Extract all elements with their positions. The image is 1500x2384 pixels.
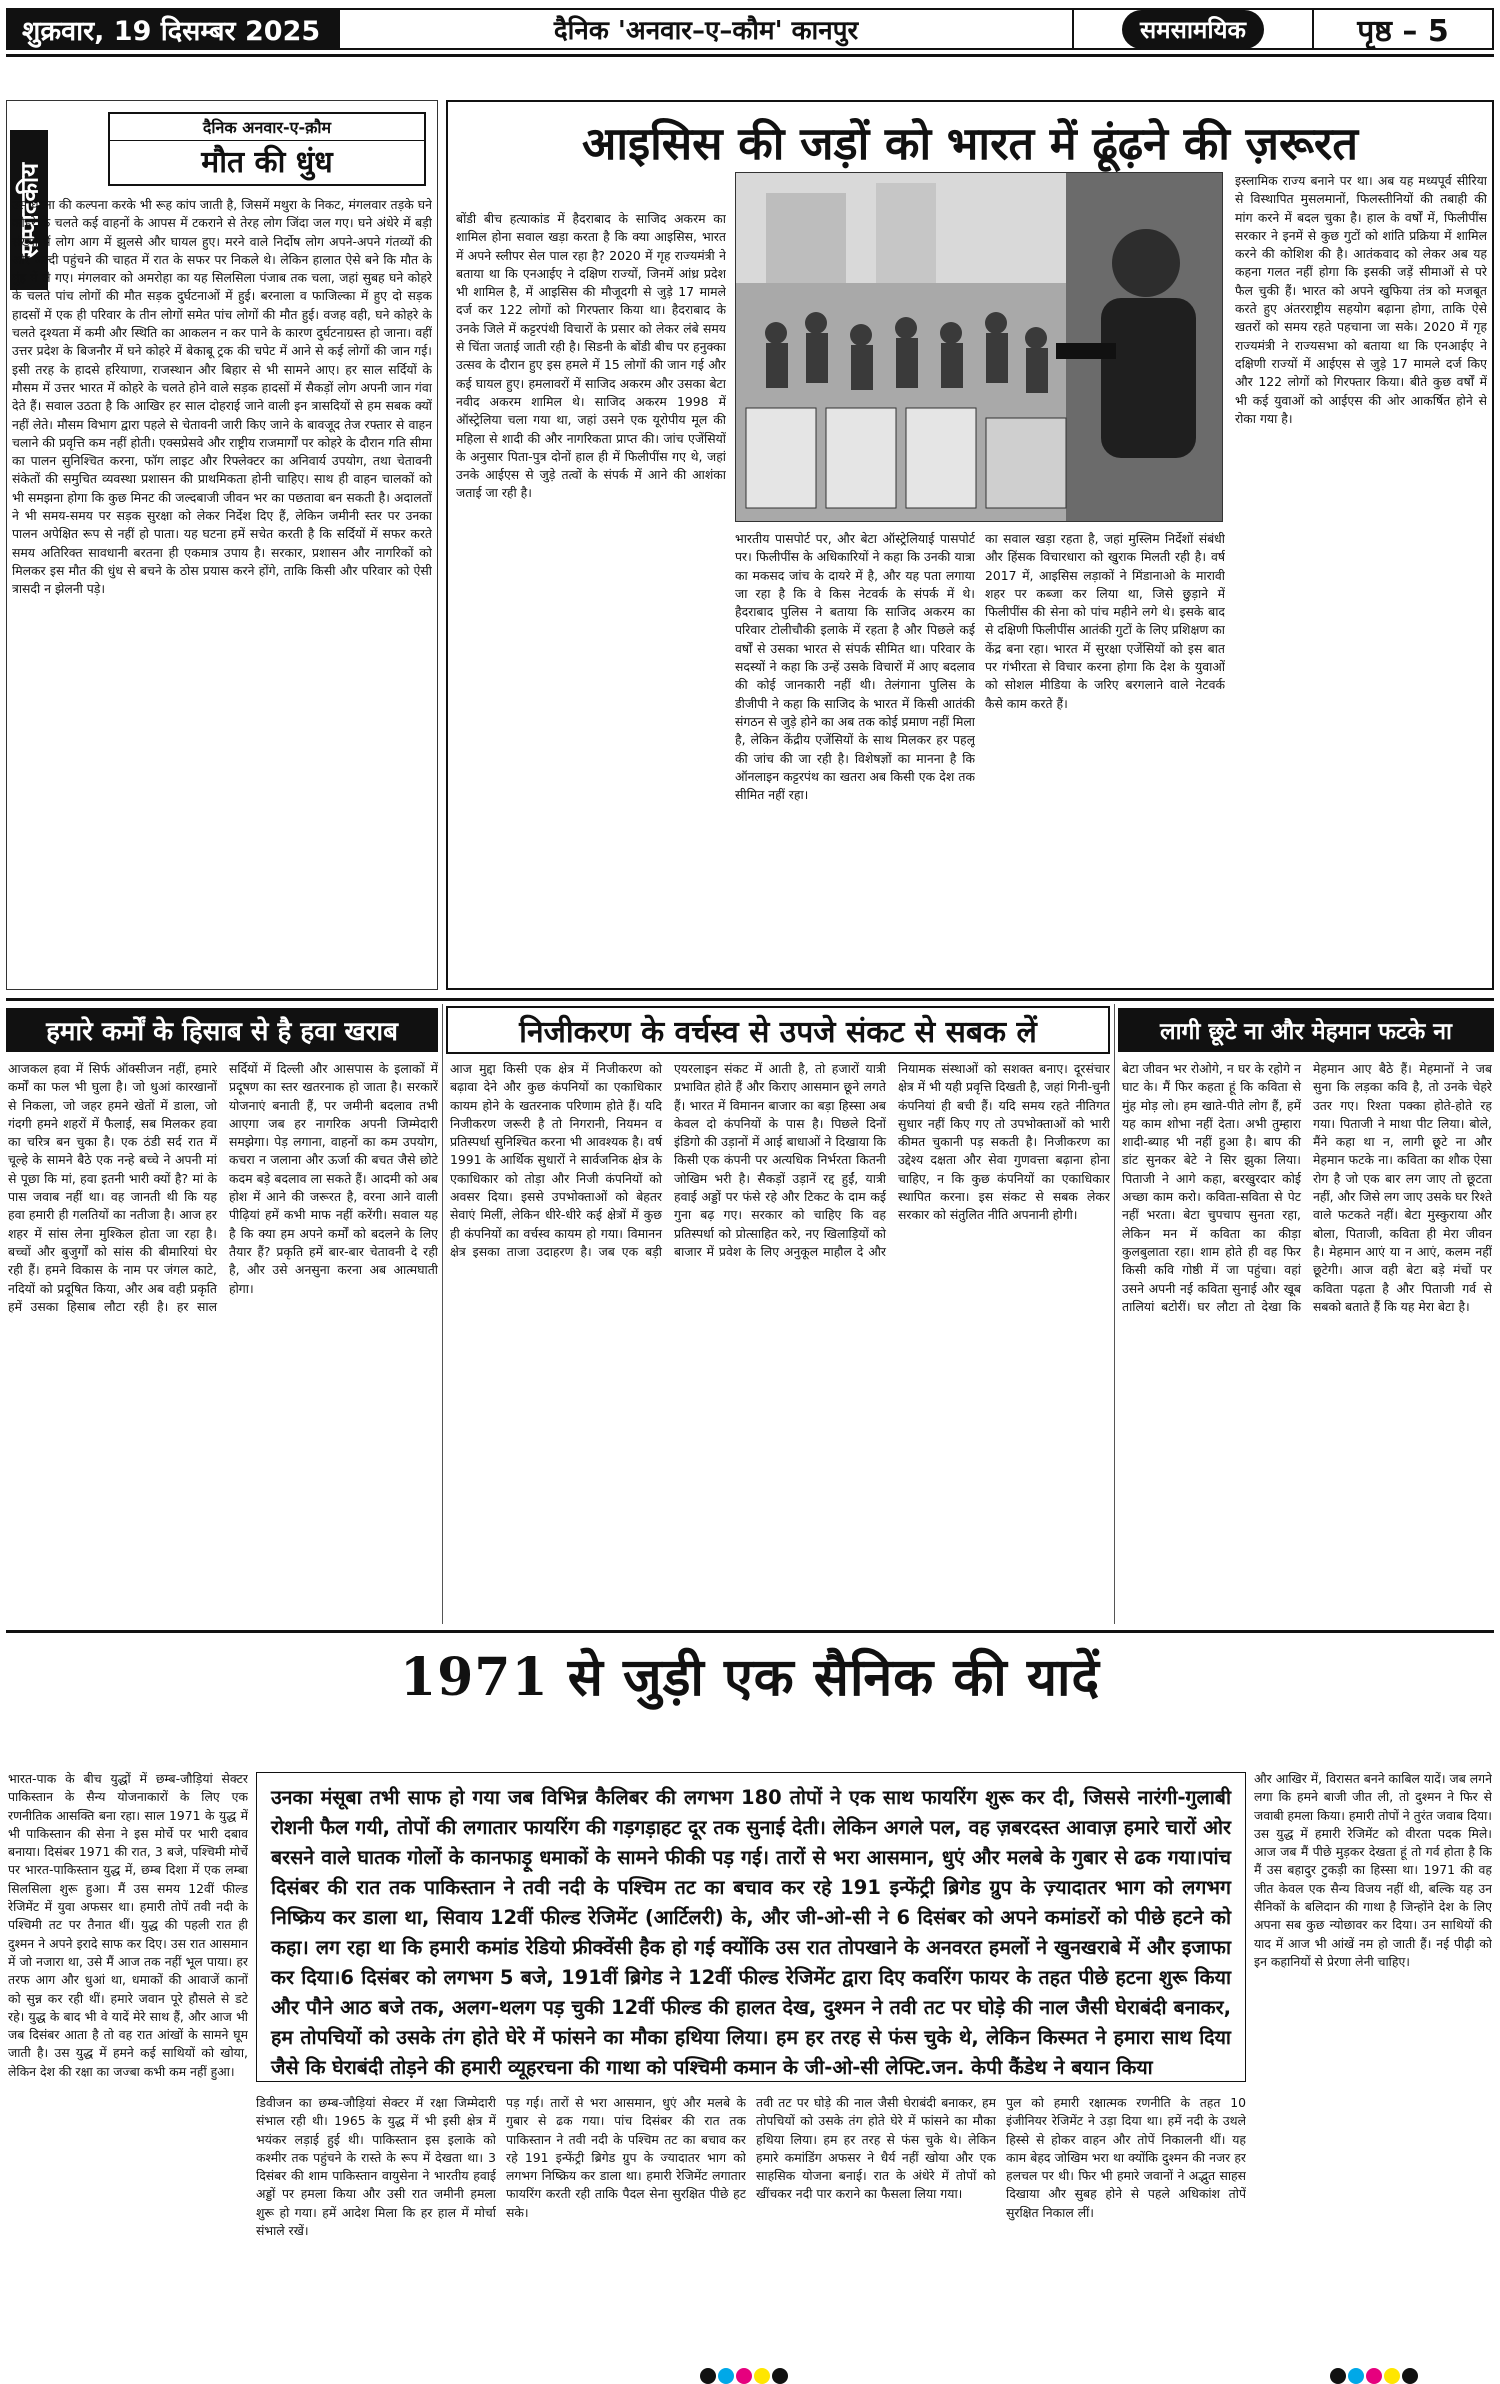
soldier-right-column: और आखिर में, विरासत बनने काबिल यादें। जब लगने लगा कि हमने बाजी जीत ली, तो दुश्मन ने फिर से जवाबी हमला किया। हमारी तोपों ने तुरंत जवाब दिया। उस युद्ध में हमारी रेजिमेंट को वीरता पदक मिले। आज जब मैं पीछे मुड़कर देखता हूं तो गर्व होता है कि मैं उस बहादुर टुकड़ी का हिस्सा था। 1971 की वह जीत केवल एक सैन्य विजय नहीं थी, बल्कि यह उन सैनिकों के बलिदान की गाथा है जिन्होंने देश के लिए अपना सब कुछ न्योछावर कर दिया। उन साथियों की याद में आज भी आंखें नम हो जाती हैं। नई पीढ़ी को इन कहानियों से प्रेरणा लेनी चाहिए।: [1254, 1771, 1492, 1969]
story-left-headline: हमारे कर्मों के हिसाब से है हवा खराब: [6, 1008, 438, 1052]
color-registration-right: [1330, 2368, 1420, 2384]
editorial-body: उस घटना की कल्पना करके भी रूह कांप जाती है, जिसमें मथुरा के निकट, मंगलवार तड़के घने कोहरे के चलते कई वाहनों के आपस में टकराने से तेरह लोग जिंदा जल गए। घने अंधेरे में बड़ी संख्या में लोग आग में झुलसे और घायल हुए। मरने वाले निर्दोष लोग अपने-अपने गंतव्यों की ओर जल्दी पहुंचने की चाहत में रात के सफर पर निकले थे। लेकिन हालात ऐसे बने कि मौत के मुंह में ले गए। मंगलवार को अमरोहा का यह सिलसिला पंजाब तक चला, जहां सुबह घने कोहरे के चलते पांच लोगों की मौत सड़क दुर्घटनाओं में हुई। बरनाला व फाजिल्का में हुए दो सड़क हादसों में एक ही परिवार के तीन लोगों समेत पांच लोगों की मौत हुई। वजह वही, घने कोहरे के चलते दृश्यता में कमी और स्थिति का आकलन न कर पाने के कारण दुर्घटनाग्रस्त हो जाना। वहीं उत्तर प्रदेश के बिजनौर में घने कोहरे में बेकाबू ट्रक की चपेट में आने से कई लोगों की जान गई। इसी तरह के हादसे हरियाणा, राजस्थान और बिहार से भी सामने आए। हर साल सर्दियों के मौसम में उत्तर भारत में कोहरे के चलते होने वाले सड़क हादसों में सैकड़ों लोग अपनी जान गंवा देते हैं। सवाल उठता है कि आखिर हर साल दोहराई जाने वाली इन त्रासदियों से हम सबक क्यों नहीं लेते। मौसम विभाग द्वारा पहले से चेतावनी जारी किए जाने के बावजूद तेज रफ्तार से वाहन चलाने की प्रवृत्ति कम नहीं होती। एक्सप्रेसवे और राष्ट्रीय राजमार्गों पर कोहरे के दौरान गति सीमा का पालन सुनिश्चित करना, फॉग लाइट और रिफ्लेक्टर का अनिवार्य उपयोग, तथा चेतावनी संकेतों की समुचित व्यवस्था प्रशासन की प्राथमिकता होनी चाहिए। साथ ही वाहन चालकों को भी समझना होगा कि कुछ मिनट की जल्दबाजी जीवन भर का पछतावा बन सकती है। अदालतों ने भी समय-समय पर सड़क सुरक्षा को लेकर निर्देश दिए हैं, लेकिन जमीनी स्तर पर उनका पालन अपेक्षित रूप से नहीं हो पाता। यह घटना हमें सचेत करती है कि सर्दियों में सफर करते समय अतिरिक्त सावधानी बरतना ही एकमात्र उपाय है। सरकार, प्रशासन और नागरिकों को मिलकर इस मौत की धुंध से बचने के ठोस प्रयास करने होंगे, ताकि किसी और परिवार को ऐसी त्रासदी न झेलनी पड़े।: [12, 197, 432, 597]
masthead-date: शुक्रवार, 19 दिसम्बर 2025: [8, 10, 338, 48]
story-center-body: आज मुद्दा किसी एक क्षेत्र में निजीकरण को बढ़ावा देने और कुछ कंपनियों का एकाधिकार कायम होने के खतरनाक परिणाम होते हैं। यदि निजीकरण जरूरी है तो निगरानी, नियमन व प्रतिस्पर्धा सुनिश्चित करना भी आवश्यक है। वर्ष 1991 के आर्थिक सुधारों ने सार्वजनिक क्षेत्र के एकाधिकार को तोड़ा और निजी कंपनियों को अवसर दिया। इससे उपभोक्ताओं को बेहतर सेवाएं मिलीं, लेकिन धीरे-धीरे कई क्षेत्रों में कुछ ही कंपनियों का वर्चस्व कायम हो गया। विमानन क्षेत्र इसका ताजा उदाहरण है। जब एक बड़ी एयरलाइन संकट में आती है, तो हजारों यात्री प्रभावित होते हैं और किराए आसमान छूने लगते हैं। भारत में विमानन बाजार का बड़ा हिस्सा अब केवल दो कंपनियों के पास है। पिछले दिनों इंडिगो की उड़ानों में आई बाधाओं ने दिखाया कि किसी एक कंपनी पर अत्यधिक निर्भरता कितनी जोखिम भरी है। सैकड़ों उड़ानें रद्द हुईं, यात्री हवाई अड्डों पर फंसे रहे और टिकट के दाम कई गुना बढ़ गए। सरकार को चाहिए कि वह प्रतिस्पर्धा को प्रोत्साहित करे, नए खिलाड़ियों को बाजार में प्रवेश के लिए अनुकूल माहौल दे और नियामक संस्थाओं को सशक्त बनाए। दूरसंचार क्षेत्र में भी यही प्रवृत्ति दिखती है, जहां गिनी-चुनी कंपनियां ही बची हैं। यदि समय रहते नीतिगत सुधार नहीं किए गए तो उपभोक्ताओं को भारी कीमत चुकानी पड़ सकती है। निजीकरण का उद्देश्य दक्षता और सेवा गुणवत्ता बढ़ाना होना चाहिए, न कि कुछ कंपनियों का एकाधिकार स्थापित करना। इस संकट से सबक लेकर सरकार को संतुलित नीति अपनानी होगी।: [450, 1061, 1110, 1259]
lead-column-2: भारतीय पासपोर्ट पर, और बेटा ऑस्ट्रेलियाई पासपोर्ट पर। फिलीपींस के अधिकारियों ने कहा कि उनकी यात्रा का मकसद जांच के दायरे में है, और यह पता लगाया जा रहा है कि वे किस नेटवर्क के संपर्क में थे। हैदराबाद पुलिस ने बताया कि साजिद अकरम का परिवार टोलीचौकी इलाके में रहता है और पिछले कई वर्षों से उसका भारत से संपर्क सीमित था। परिवार के सदस्यों ने कहा कि उन्हें उसके विचारों में आए बदलाव की कोई जानकारी नहीं थी। तेलंगाना पुलिस के डीजीपी ने कहा कि साजिद के भारत में किसी आतंकी संगठन से जुड़े होने का अब तक कोई प्रमाण नहीं मिला है, लेकिन केंद्रीय एजेंसियों के साथ मिलकर हर पहलू की जांच की जा रही है। विशेषज्ञों का मानना है कि ऑनलाइन कट्टरपंथ का खतरा अब किसी एक देश तक सीमित नहीं रहा।: [735, 531, 975, 803]
editorial-source: दैनिक अनवार-ए-क़ौम: [110, 114, 424, 141]
lead-column-4: इस्लामिक राज्य बनाने पर था। अब यह मध्यपूर्व सीरिया से विस्थापित मुसलमानों, फिलस्तीनियों की तबाही की मांग करने में बदल चुका है। हाल के वर्षों में, फिलीपींस सरकार ने इनमें से कुछ गुटों को शांति प्रक्रिया में शामिल करने की कोशिश की है। आतंकवाद को लेकर अब यह कहना गलत नहीं होगा कि इसकी जड़ें सीमाओं से परे फैल चुकी हैं। भारत को अपने खुफिया तंत्र को मजबूत करते हुए अंतरराष्ट्रीय सहयोग बढ़ाना होगा, ताकि ऐसे खतरों को समय रहते पहचाना जा सके। 2020 में गृह राज्यमंत्री ने राज्यसभा को बताया था कि एनआईए ने दक्षिणी राज्यों में आईएस से जुड़े 17 मामले दर्ज किए और 122 लोगों को गिरफ्तार किया। बीते कुछ वर्षों में भी कई युवाओं को आईएस की ओर आकर्षित होने से रोका गया है।: [1235, 173, 1487, 426]
lead-column-1: बोंडी बीच हत्याकांड में हैदराबाद के साजिद अकरम का शामिल होना सवाल खड़ा करता है कि क्या आइसिस, भारत में अपने स्लीपर सेल पाल रहा है? 2020 में गृह राज्यमंत्री ने बताया था कि एनआईए ने दक्षिण राज्यों, जिनमें आंध्र प्रदेश भी शामिल है, में आइसिस की मौजूदगी से जुड़े 17 मामले दर्ज कर 122 लोगों को गिरफ्तार किया था। हैदराबाद के उनके जिले में कट्टरपंथी विचारों के प्रसार को लेकर लंबे समय से चिंता जताई जाती रही है। सिडनी के बोंडी बीच पर हनुक्का उत्सव के दौरान हुए इस हमले में 15 लोगों की जान गई और कई घायल हुए। हमलावरों में साजिद अकरम और उसका बेटा नवीद अकरम शामिल थे। साजिद अकरम 1998 में ऑस्ट्रेलिया चला गया था, जहां उसने एक यूरोपीय मूल की महिला से शादी की और नागरिकता प्राप्त की। जांच एजेंसियों के अनुसार पिता-पुत्र दोनों हाल ही में फिलीपींस गए थे, जहां उनके आईएस से जुड़े तत्वों के संपर्क में आने की आशंका जताई जा रही है।: [456, 211, 726, 501]
soldier-headline: 1971 से जुड़ी एक सैनिक की यादें: [399, 1647, 1101, 1708]
color-registration-left: [700, 2368, 790, 2384]
story-right-body: बेटा जीवन भर रोओगे, न घर के रहोगे न घाट के। मैं फिर कहता हूं कि कविता से मुंह मोड़ लो। हम खाते-पीते लोग हैं, हमें यह काम शोभा नहीं देता। अभी तुम्हारा शादी-ब्याह भी नहीं हुआ है। बाप की डांट सुनकर बेटे ने सिर झुका लिया। पिताजी ने आगे कहा, बरखुरदार कोई अच्छा काम करो। कविता-सविता से पेट नहीं भरता। बेटा चुपचाप सुनता रहा, लेकिन मन में कविता का कीड़ा कुलबुलाता रहा। शाम होते ही वह फिर किसी कवि गोष्ठी में जा पहुंचा। वहां उसने अपनी नई कविता सुनाई और खूब तालियां बटोरीं। घर लौटा तो देखा कि मेहमान आए बैठे हैं। मेहमानों ने जब सुना कि लड़का कवि है, तो उनके चेहरे उतर गए। रिश्ता पक्का होते-होते रह गया। पिताजी ने माथा पीट लिया। बोले, मैंने कहा था न, लागी छूटे ना और मेहमान फटके ना। कविता का शौक ऐसा रोग है जो एक बार लग जाए तो छूटता नहीं, और जिसे लग जाए उसके घर रिश्ते वाले फटकते नहीं। बेटा मुस्कुराया और बोला, पिताजी, कविता ही मेरा जीवन है। मेहमान आएं या न आएं, कलम नहीं छूटेगी। आज वही बेटा बड़े मंचों पर कविता पढ़ता है और पिताजी गर्व से सबको बताते हैं कि यह मेरा बेटा है।: [1122, 1061, 1492, 1314]
crowd-scene-image: [736, 173, 1223, 522]
soldier-column-d: पुल को हमारी रक्षात्मक रणनीति के तहत 10 इंजीनियर रेजिमेंट ने उड़ा दिया था। हमें नदी के उथले हिस्से से होकर वाहन और तोपें निकालनी थीं। यह काम बेहद जोखिम भरा था क्योंकि दुश्मन की नजर हर हलचल पर थी। फिर भी हमारे जवानों ने अद्भुत साहस दिखाया और सुबह होने से पहले अधिकांश तोपें सुरक्षित निकाल लीं।: [1006, 2095, 1246, 2220]
lead-headline: आइसिस की जड़ों को भारत में ढूंढ़ने की ज़रूरत: [582, 117, 1358, 170]
masthead: [6, 8, 1494, 50]
lead-column-3: का सवाल खड़ा रहता है, जहां मुस्लिम निर्देशों संबंधी और हिंसक विचारधारा को खुराक मिलती रही है। वर्ष 2017 में, आइसिस लड़ाकों ने मिंडानाओ के मारावी शहर पर कब्जा कर लिया था, जिसे छुड़ाने में फिलीपींस की सेना को पांच महीने लगे थे। इसके बाद से दक्षिणी फिलीपींस आतंकी गुटों के लिए प्रशिक्षण का केंद्र बना रहा। भारत में सुरक्षा एजेंसियों को इस बात पर गंभीरता से विचार करना होगा कि देश के युवाओं को सोशल मीडिया के जरिए बरगलाने वाले नेटवर्क कैसे काम करते हैं।: [985, 531, 1225, 711]
masthead-rule: [6, 54, 1494, 57]
soldier-column-c: तवी तट पर घोड़े की नाल जैसी घेराबंदी बनाकर, हम तोपचियों को उसके तंग होते घेरे में फांसने का मौका हथिया लिया। हम हर तरह से फंस चुके थे। लेकिन हमारे कमांडिंग अफसर ने धैर्य नहीं खोया और एक साहसिक योजना बनाई। रात के अंधेरे में तोपों को खींचकर नदी पार कराने का फैसला लिया गया।: [756, 2095, 996, 2202]
editorial-header: [108, 112, 426, 186]
masthead-section: [1072, 10, 1312, 48]
story-left-body: आजकल हवा में सिर्फ ऑक्सीजन नहीं, हमारे कर्मों का फल भी घुला है। जो धुआं कारखानों से निकला, जो जहर हमने खेतों में डाला, जो गंदगी हमने शहरों में फैलाई, सब मिलकर हवा का चरित्र बन चुका है। एक ठंडी सर्द रात में चूल्हे के सामने बैठे एक नन्हे बच्चे ने अपनी मां से पूछा कि मां, हवा इतनी भारी क्यों है? मां के पास जवाब नहीं था। वह जानती थी कि यह हवा हमारी ही गलतियों का नतीजा है। आज हर शहर में सांस लेना मुश्किल होता जा रहा है। बच्चों और बुजुर्गों को सांस की बीमारियां घेर रही हैं। हमने विकास के नाम पर जंगल काटे, नदियों को प्रदूषित किया, और अब वही प्रकृति हमें उसका हिसाब लौटा रही है। हर साल सर्दियों में दिल्ली और आसपास के इलाकों में प्रदूषण का स्तर खतरनाक हो जाता है। सरकारें योजनाएं बनाती हैं, पर जमीनी बदलाव तभी आएगा जब हर नागरिक अपनी जिम्मेदारी समझेगा। पेड़ लगाना, वाहनों का कम उपयोग, कचरा न जलाना और ऊर्जा की बचत जैसे छोटे कदम बड़े बदलाव ला सकते हैं। आदमी को अब होश में आने की जरूरत है, वरना आने वाली पीढ़ियां हमें कभी माफ नहीं करेंगी। सवाल यह है कि क्या हम अपने कर्मों को बदलने के लिए तैयार हैं? प्रकृति हमें बार-बार चेतावनी दे रही है, और उसे अनसुना करना अब आत्मघाती होगा।: [8, 1061, 438, 1314]
soldier-highlight-box: उनका मंसूबा तभी साफ हो गया जब विभिन्न कैलिबर की लगभग 180 तोपों ने एक साथ फायरिंग शुरू कर दी, जिससे नारंगी-गुलाबी रोशनी फैल गयी, तोपों की लगातार फायरिंग की गड़गड़ाहट दूर तक सुनाई देती। लेकिन अगले पल, वह ज़बरदस्त आवाज़ हमारे चारों ओर बरसने वाले घातक गोलों के कानफाड़ू धमाकों के सामने फीकी पड़ गई। तारों से भरा आसमान, धुएं और मलबे के गुबार से ढक गया।पांच दिसंबर की रात तक पाकिस्तान ने तवी नदी के पश्चिम तट का बचाव कर रहे 191 इन्फेंट्री ब्रिगेड ग्रुप के ज़्यादातर भाग को लगभग निष्क्रिय कर डाला था, सिवाय 12वीं फील्ड रेजिमेंट (आर्टिलरी) के, और जी-ओ-सी ने 6 दिसंबर को अपने कमांडरों को पीछे हटने को कहा। लग रहा था कि हमारी कमांड रेडियो फ्रीक्वेंसी हैक हो गई क्योंकि उस रात तोपखाने के अनवरत हमलों ने खुनखराबे में और इजाफा कर दिया।6 दिसंबर को लगभग 5 बजे, 191वीं ब्रिगेड ने 12वीं फील्ड रेजिमेंट द्वारा दिए कवरिंग फायर के तहत पीछे हटना शुरू किया और पौने आठ बजे तक, अलग-थलग पड़ चुकी 12वीं फील्ड की हालत देख, दुश्मन ने तवी तट पर घोड़े की नाल जैसी घेराबंदी बनाकर, हम तोपचियों को उसके तंग होते घेरे में फांसने का मौका हथिया लिया। हम हर तरह से फंस चुके थे, लेकिन किस्मत ने हमारा साथ दिया जैसे कि घेराबंदी तोड़ने की हमारी व्यूहरचना की गाथा को पश्चिमी कमान के जी-ओ-सी लेफ्टि.जन. केपी कैंडेथ ने बयान किया: [256, 1772, 1246, 2082]
editorial-title: मौत की धुंध: [201, 145, 333, 180]
section-badge: समसामयिक: [1122, 10, 1264, 49]
page-number: पृष्ठ – 5: [1312, 10, 1492, 48]
soldier-column-a: डिवीजन का छम्ब-जौड़ियां सेक्टर में रक्षा जिम्मेदारी संभाल रही थी। 1965 के युद्ध में भी इसी क्षेत्र में भयंकर लड़ाई हुई थी। पाकिस्तान इस इलाके को कश्मीर तक पहुंचने के रास्ते के रूप में देखता था। 3 दिसंबर की शाम पाकिस्तान वायुसेना ने भारतीय हवाई अड्डों पर हमला किया और उसी रात जमीनी हमला शुरू हो गया। हमें आदेश मिला कि हर हाल में मोर्चा संभाले रखें।: [256, 2095, 496, 2239]
editorial-label: सम्पादकीय: [10, 130, 48, 290]
story-center-headline: निजीकरण के वर्चस्व से उपजे संकट से सबक लें: [446, 1006, 1110, 1054]
lead-photo: [735, 172, 1223, 522]
story-right-headline: लागी छूटे ना और मेहमान फटके ना: [1118, 1008, 1494, 1052]
soldier-left-column: भारत-पाक के बीच युद्धों में छम्ब-जौड़ियां सेक्टर पाकिस्तान के सैन्य योजनाकारों के लिए एक रणनीतिक आसक्ति बना रहा। साल 1971 के युद्ध में भी पाकिस्तान की सेना ने इस मोर्चे पर भारी दबाव बनाया। दिसंबर 1971 की रात, 3 बजे, पश्चिमी मोर्चे पर भारत-पाकिस्तान युद्ध में, छम्ब दिशा में एक लम्बा सिलसिला शुरू हुआ। मैं उस समय 12वीं फील्ड रेजिमेंट में युवा अफसर था। हमारी तोपें तवी नदी के पश्चिमी तट पर तैनात थीं। युद्ध की पहली रात ही दुश्मन ने अपने इरादे साफ कर दिए। उस रात आसमान में जो नजारा था, उसे मैं आज तक नहीं भूल पाया। हर तरफ आग और धुआं था, धमाकों की आवाजें कानों को सुन्न कर रही थीं। हमारे जवान पूरे हौसले से डटे रहे। युद्ध के बाद भी वे यादें मेरे साथ हैं, और आज भी जब दिसंबर आता है तो वह रात आंखों के सामने घूम जाती है। उस युद्ध में हमने कई साथियों को खोया, लेकिन देश की रक्षा का जज्बा कभी कम नहीं हुआ।: [8, 1771, 248, 2079]
soldier-column-b: पड़ गई। तारों से भरा आसमान, धुएं और मलबे के गुबार से ढक गया। पांच दिसंबर की रात तक पाकिस्तान ने तवी नदी के पश्चिम तट का बचाव कर रहे 191 इन्फेंट्री ब्रिगेड ग्रुप के ज्यादातर भाग को लगभग निष्क्रिय कर डाला था। हमारी रेजिमेंट लगातार फायरिंग करती रही ताकि पैदल सेना सुरक्षित पीछे हट सके।: [506, 2095, 746, 2220]
masthead-publication: दैनिक 'अनवार–ए–कौम' कानपुर: [338, 10, 1072, 48]
